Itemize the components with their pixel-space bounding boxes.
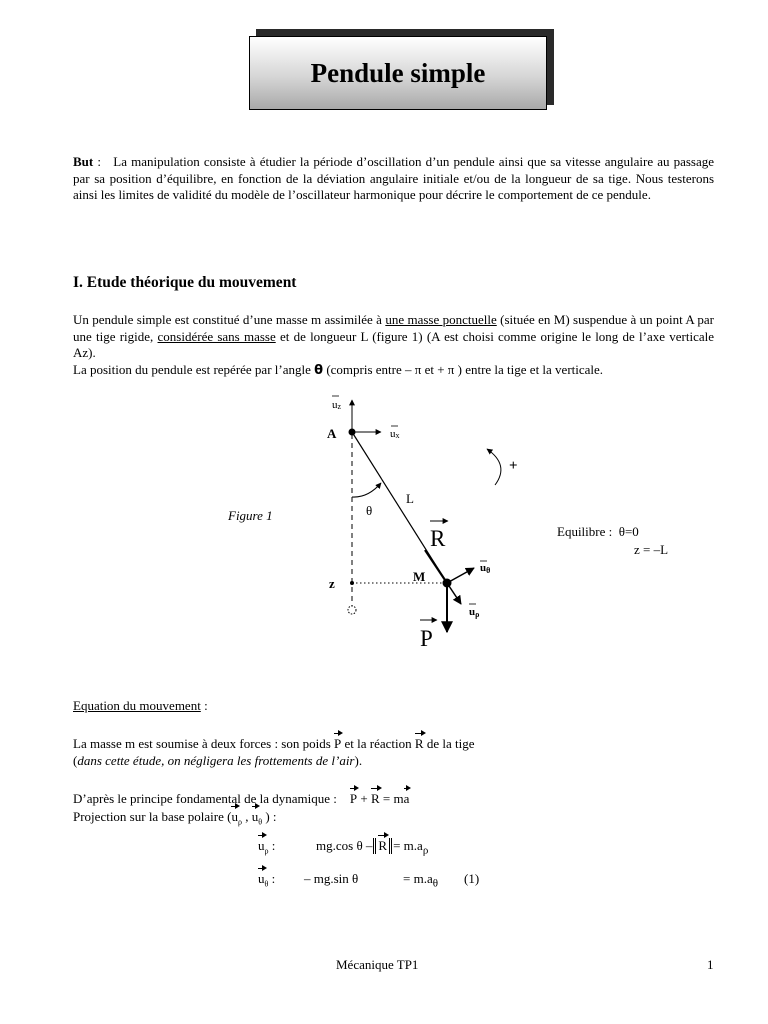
pfd-m: m (393, 791, 404, 806)
equilibrium-label: Equilibre : (557, 524, 613, 539)
pfd-eq: = (382, 791, 391, 806)
forces-text-a: La masse m est soumise à deux forces : son poids (73, 736, 335, 751)
goal-label-sep: : (93, 154, 101, 169)
eq2-rhs (403, 871, 438, 890)
eq2-sub: θ (264, 879, 269, 889)
label-A: A (327, 426, 337, 441)
pfd-R: R (370, 791, 380, 806)
projection-u-rho: u (231, 809, 238, 824)
goal-label: But (73, 154, 94, 169)
friction-note-text: dans cette étude, on négligera les frottements de l’air (77, 753, 355, 768)
pfd-line (73, 791, 409, 807)
u-rho-arrow (447, 583, 461, 604)
forces-line (73, 736, 475, 752)
label-M: M (413, 569, 426, 584)
intro-underlined-2: considérée sans masse (157, 328, 276, 344)
goal-text: La manipulation consiste à étudier la période d’oscillation d’un pendule ainsi que sa vitesse angulaire au passage par sa position d’équilibre, en fonction de la déviation angulaire initiale et/ou de la longueur de sa tige. Nous testerons ainsi les limites de validité du modèle de l’oscillateur harmonique pour décrire le comportement de ce pendule. (73, 154, 715, 202)
intro-text-1: Un pendule simple est constitué d’une masse m assimilée à (73, 312, 386, 327)
forces-R-vector: R (414, 736, 424, 751)
label-ux: ux (390, 428, 400, 440)
projection-text-a: Projection sur la base polaire ( (73, 809, 232, 824)
theta-arc (352, 483, 381, 497)
eq2-colon: : (268, 871, 276, 886)
forces-P-vector: P (334, 736, 342, 751)
forces-text-c: de la tige (423, 736, 475, 751)
intro-angle-text-a: La position du pendule est repérée par l’angle (73, 362, 315, 377)
intro-underlined-1: une masse ponctuelle (385, 312, 497, 327)
projection-text-b: ) : (262, 809, 277, 824)
friction-note (73, 753, 362, 769)
page-title-text: Pendule simple (310, 57, 486, 88)
point-z (350, 581, 354, 585)
eq1-body (316, 838, 428, 857)
friction-note-open: ( (73, 753, 78, 768)
pfd-plus: + (360, 791, 368, 806)
u-theta-arrow (447, 568, 474, 583)
eq1-label (258, 838, 275, 856)
eq2-rhs-text: = m.a (403, 871, 433, 886)
projection-line (73, 809, 277, 827)
rotation-direction-arc (487, 449, 501, 485)
eq1-colon: : (268, 838, 276, 853)
label-plus: + (509, 458, 518, 474)
pfd-P: P (349, 791, 358, 806)
label-urho: uρ (469, 606, 480, 619)
pfd-text: D’après le principe fondamental de la dynamique : (73, 791, 337, 806)
projection-theta-sub: θ (258, 817, 263, 827)
eq1-sub: ρ (264, 846, 269, 856)
equation-heading-sep: : (200, 698, 208, 713)
eq2-lhs: – mg.sin θ (304, 871, 359, 886)
intro-text-2: (située en M) suspendue à un point A par une tige rigide, (73, 312, 715, 344)
section-heading: I. Etude théorique du mouvement (73, 274, 297, 291)
eq1-rhs-sub: ρ (422, 844, 429, 857)
eq1-rhs: = m.a (393, 838, 423, 853)
eq1-norm (373, 838, 392, 854)
intro-angle-text-b: (compris entre – π et + π ) entre la tige et la verticale. (323, 362, 604, 377)
eq1-lhs: mg.cos θ – (316, 838, 373, 853)
eq2-u: u (258, 871, 265, 886)
eq2-rhs-sub: θ (432, 877, 438, 890)
figure-caption: Figure 1 (228, 508, 273, 523)
equation-heading (73, 698, 208, 714)
reaction-segment (425, 550, 447, 583)
footer-page-number: 1 (707, 957, 714, 972)
equilibrium-line-1 (557, 524, 639, 540)
projection-rho-sub: ρ (237, 817, 242, 827)
intro-theta-symbol: θ (314, 363, 324, 378)
projection-comma: , (241, 809, 252, 824)
equilibrium-z: z = –L (634, 542, 669, 557)
label-L: L (406, 491, 414, 506)
intro-text-3: et de longueur L (figure 1) (A est choisi comme origine le long de l’axe verticale Az). (73, 328, 714, 360)
projection-u-theta: u (251, 809, 259, 824)
equation-heading-text: Equation du mouvement (73, 698, 201, 713)
forces-text-b: et la réaction (341, 736, 415, 751)
label-P: P (420, 626, 433, 651)
eq2-label (258, 871, 275, 889)
friction-note-close: ). (354, 753, 363, 768)
pfd-a: a (403, 791, 410, 806)
equilibrium-position-circle (348, 606, 356, 614)
footer-course: Mécanique TP1 (336, 957, 419, 972)
eq1-R: R (378, 838, 388, 853)
label-utheta: uθ (480, 562, 491, 575)
label-uz: uz (332, 399, 342, 411)
equilibrium-theta: θ=0 (618, 524, 639, 539)
label-theta: θ (366, 503, 373, 518)
point-A (349, 429, 356, 436)
label-R: R (430, 526, 446, 551)
eq1-u: u (258, 838, 265, 853)
label-z: z (329, 576, 335, 591)
eq2-number: (1) (464, 871, 480, 886)
